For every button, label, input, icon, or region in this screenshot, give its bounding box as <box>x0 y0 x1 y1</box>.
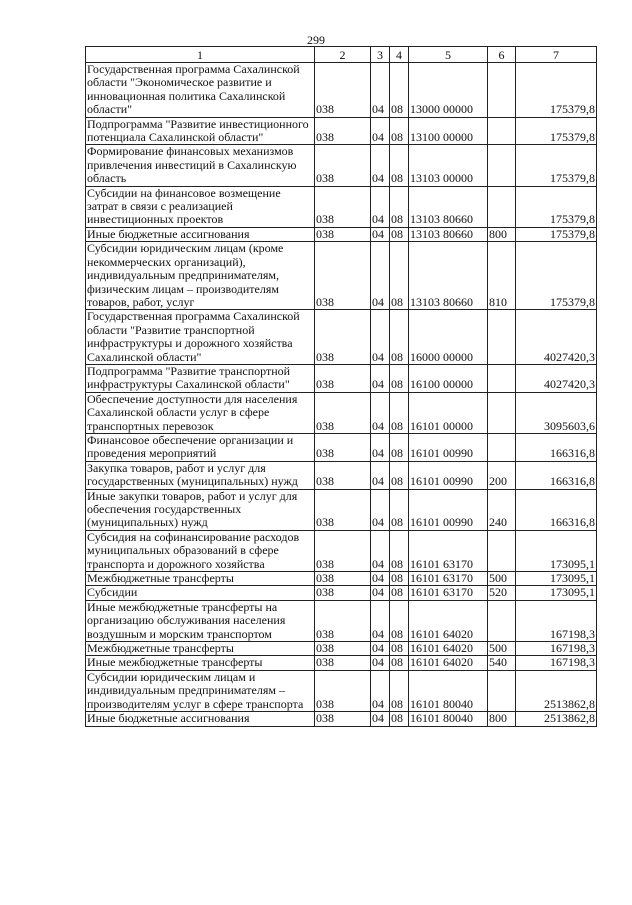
subsection-cell: 08 <box>390 670 409 711</box>
section-cell: 04 <box>371 145 390 186</box>
section-cell: 04 <box>371 364 390 392</box>
amount-cell: 175379,8 <box>516 145 597 186</box>
admin-code-cell: 038 <box>315 433 371 461</box>
expense-type-cell: 810 <box>488 242 516 310</box>
amount-cell: 175379,8 <box>516 227 597 241</box>
section-cell: 04 <box>371 586 390 600</box>
expense-type-cell: 500 <box>488 572 516 586</box>
subsection-cell: 08 <box>390 433 409 461</box>
subsection-cell: 08 <box>390 600 409 641</box>
subsection-cell: 08 <box>390 712 409 726</box>
amount-cell: 173095,1 <box>516 530 597 571</box>
section-cell: 04 <box>371 530 390 571</box>
section-cell: 04 <box>371 642 390 656</box>
row-name-cell: Субсидии на финансовое возмещение затрат в связи с реализацией инвестиционных проектов <box>86 186 315 227</box>
amount-cell: 166316,8 <box>516 489 597 530</box>
row-name-cell: Субсидии юридическим лицам и индивидуальным предпринимателям – производителям услуг в сфере транспорта <box>86 670 315 711</box>
section-cell: 04 <box>371 489 390 530</box>
expense-type-cell <box>488 145 516 186</box>
target-article-cell: 16101 00990 <box>409 433 488 461</box>
expense-type-cell <box>488 392 516 433</box>
subsection-cell: 08 <box>390 310 409 365</box>
target-article-cell: 16000 00000 <box>409 310 488 365</box>
subsection-cell: 08 <box>390 63 409 118</box>
row-name-cell: Формирование финансовых механизмов привлечения инвестиций в Сахалинскую область <box>86 145 315 186</box>
column-header: 2 <box>315 47 371 63</box>
section-cell: 04 <box>371 242 390 310</box>
row-name-cell: Обеспечение доступности для населения Сахалинской области услуг в сфере транспортных перевозок <box>86 392 315 433</box>
expense-type-cell <box>488 63 516 118</box>
table-row <box>86 489 597 530</box>
amount-cell: 167198,3 <box>516 656 597 670</box>
amount-cell: 4027420,3 <box>516 364 597 392</box>
subsection-cell: 08 <box>390 572 409 586</box>
subsection-cell: 08 <box>390 392 409 433</box>
expense-type-cell: 800 <box>488 227 516 241</box>
table-row <box>86 310 597 365</box>
page-number: 299 <box>307 33 325 47</box>
amount-cell: 167198,3 <box>516 642 597 656</box>
table-row <box>86 186 597 227</box>
column-header: 3 <box>371 47 390 63</box>
admin-code-cell: 038 <box>315 364 371 392</box>
admin-code-cell: 038 <box>315 392 371 433</box>
amount-cell: 173095,1 <box>516 586 597 600</box>
table-row <box>86 242 597 310</box>
table-row <box>86 145 597 186</box>
target-article-cell: 13103 80660 <box>409 227 488 241</box>
expense-type-cell <box>488 364 516 392</box>
target-article-cell: 16101 80040 <box>409 670 488 711</box>
column-header: 5 <box>409 47 488 63</box>
admin-code-cell: 038 <box>315 489 371 530</box>
expense-type-cell: 800 <box>488 712 516 726</box>
section-cell: 04 <box>371 656 390 670</box>
subsection-cell: 08 <box>390 117 409 145</box>
amount-cell: 175379,8 <box>516 186 597 227</box>
row-name-cell: Подпрограмма "Развитие инвестиционного потенциала Сахалинской области" <box>86 117 315 145</box>
amount-cell: 175379,8 <box>516 242 597 310</box>
subsection-cell: 08 <box>390 186 409 227</box>
amount-cell: 167198,3 <box>516 600 597 641</box>
admin-code-cell: 038 <box>315 227 371 241</box>
table-row <box>86 642 597 656</box>
expense-type-cell <box>488 433 516 461</box>
amount-cell: 2513862,8 <box>516 712 597 726</box>
table-row <box>86 63 597 118</box>
expense-type-cell: 520 <box>488 586 516 600</box>
section-cell: 04 <box>371 63 390 118</box>
section-cell: 04 <box>371 392 390 433</box>
subsection-cell: 08 <box>390 586 409 600</box>
target-article-cell: 16101 80040 <box>409 712 488 726</box>
target-article-cell: 16101 00990 <box>409 461 488 489</box>
section-cell: 04 <box>371 117 390 145</box>
table-row <box>86 586 597 600</box>
admin-code-cell: 038 <box>315 642 371 656</box>
target-article-cell: 16101 64020 <box>409 656 488 670</box>
column-header: 1 <box>86 47 315 63</box>
section-cell: 04 <box>371 600 390 641</box>
target-article-cell: 16101 64020 <box>409 642 488 656</box>
row-name-cell: Межбюджетные трансферты <box>86 642 315 656</box>
section-cell: 04 <box>371 186 390 227</box>
table-row <box>86 670 597 711</box>
admin-code-cell: 038 <box>315 186 371 227</box>
subsection-cell: 08 <box>390 227 409 241</box>
admin-code-cell: 038 <box>315 461 371 489</box>
column-header: 6 <box>488 47 516 63</box>
subsection-cell: 08 <box>390 489 409 530</box>
admin-code-cell: 038 <box>315 586 371 600</box>
column-header: 4 <box>390 47 409 63</box>
row-name-cell: Межбюджетные трансферты <box>86 572 315 586</box>
subsection-cell: 08 <box>390 145 409 186</box>
target-article-cell: 13000 00000 <box>409 63 488 118</box>
target-article-cell: 16101 63170 <box>409 530 488 571</box>
row-name-cell: Государственная программа Сахалинской области "Экономическое развитие и инновационная политика Сахалинской области" <box>86 63 315 118</box>
amount-cell: 4027420,3 <box>516 310 597 365</box>
subsection-cell: 08 <box>390 461 409 489</box>
target-article-cell: 16101 63170 <box>409 586 488 600</box>
amount-cell: 3095603,6 <box>516 392 597 433</box>
row-name-cell: Государственная программа Сахалинской области "Развитие транспортной инфраструктуры и дорожного хозяйства Сахалинской области" <box>86 310 315 365</box>
subsection-cell: 08 <box>390 242 409 310</box>
expense-type-cell <box>488 670 516 711</box>
column-header: 7 <box>516 47 597 63</box>
admin-code-cell: 038 <box>315 117 371 145</box>
admin-code-cell: 038 <box>315 310 371 365</box>
row-name-cell: Субсидия на софинансирование расходов муниципальных образований в сфере транспорта и дорожного хозяйства <box>86 530 315 571</box>
amount-cell: 175379,8 <box>516 117 597 145</box>
table-row <box>86 600 597 641</box>
row-name-cell: Иные бюджетные ассигнования <box>86 227 315 241</box>
target-article-cell: 13103 80660 <box>409 242 488 310</box>
target-article-cell: 13103 00000 <box>409 145 488 186</box>
budget-table <box>85 46 597 727</box>
row-name-cell: Субсидии <box>86 586 315 600</box>
target-article-cell: 16101 00000 <box>409 392 488 433</box>
subsection-cell: 08 <box>390 642 409 656</box>
admin-code-cell: 038 <box>315 145 371 186</box>
section-cell: 04 <box>371 712 390 726</box>
expense-type-cell <box>488 310 516 365</box>
amount-cell: 173095,1 <box>516 572 597 586</box>
target-article-cell: 16100 00000 <box>409 364 488 392</box>
target-article-cell: 16101 64020 <box>409 600 488 641</box>
subsection-cell: 08 <box>390 530 409 571</box>
table-row <box>86 461 597 489</box>
amount-cell: 166316,8 <box>516 433 597 461</box>
table-row <box>86 227 597 241</box>
table-row <box>86 364 597 392</box>
admin-code-cell: 038 <box>315 670 371 711</box>
row-name-cell: Субсидии юридическим лицам (кроме некоммерческих организаций), индивидуальным предпринимателям, физическим лицам – производителям товаров, работ, услуг <box>86 242 315 310</box>
expense-type-cell <box>488 530 516 571</box>
table-row <box>86 392 597 433</box>
section-cell: 04 <box>371 433 390 461</box>
admin-code-cell: 038 <box>315 600 371 641</box>
expense-type-cell <box>488 117 516 145</box>
target-article-cell: 13100 00000 <box>409 117 488 145</box>
row-name-cell: Иные закупки товаров, работ и услуг для обеспечения государственных (муниципальных) нужд <box>86 489 315 530</box>
admin-code-cell: 038 <box>315 63 371 118</box>
row-name-cell: Иные межбюджетные трансферты <box>86 656 315 670</box>
section-cell: 04 <box>371 461 390 489</box>
row-name-cell: Финансовое обеспечение организации и проведения мероприятий <box>86 433 315 461</box>
admin-code-cell: 038 <box>315 530 371 571</box>
header-row <box>86 47 597 63</box>
table-row <box>86 433 597 461</box>
expense-type-cell: 240 <box>488 489 516 530</box>
subsection-cell: 08 <box>390 364 409 392</box>
target-article-cell: 13103 80660 <box>409 186 488 227</box>
section-cell: 04 <box>371 572 390 586</box>
subsection-cell: 08 <box>390 656 409 670</box>
expense-type-cell <box>488 186 516 227</box>
table-row <box>86 572 597 586</box>
target-article-cell: 16101 63170 <box>409 572 488 586</box>
table-row <box>86 117 597 145</box>
section-cell: 04 <box>371 670 390 711</box>
table-row <box>86 656 597 670</box>
target-article-cell: 16101 00990 <box>409 489 488 530</box>
row-name-cell: Подпрограмма "Развитие транспортной инфраструктуры Сахалинской области" <box>86 364 315 392</box>
amount-cell: 2513862,8 <box>516 670 597 711</box>
admin-code-cell: 038 <box>315 656 371 670</box>
admin-code-cell: 038 <box>315 572 371 586</box>
amount-cell: 166316,8 <box>516 461 597 489</box>
expense-type-cell <box>488 600 516 641</box>
row-name-cell: Иные межбюджетные трансферты на организацию обслуживания населения воздушным и морским транспортом <box>86 600 315 641</box>
expense-type-cell: 540 <box>488 656 516 670</box>
admin-code-cell: 038 <box>315 712 371 726</box>
row-name-cell: Иные бюджетные ассигнования <box>86 712 315 726</box>
section-cell: 04 <box>371 310 390 365</box>
row-name-cell: Закупка товаров, работ и услуг для государственных (муниципальных) нужд <box>86 461 315 489</box>
section-cell: 04 <box>371 227 390 241</box>
amount-cell: 175379,8 <box>516 63 597 118</box>
table-row <box>86 530 597 571</box>
expense-type-cell: 200 <box>488 461 516 489</box>
table-row <box>86 712 597 726</box>
expense-type-cell: 500 <box>488 642 516 656</box>
admin-code-cell: 038 <box>315 242 371 310</box>
